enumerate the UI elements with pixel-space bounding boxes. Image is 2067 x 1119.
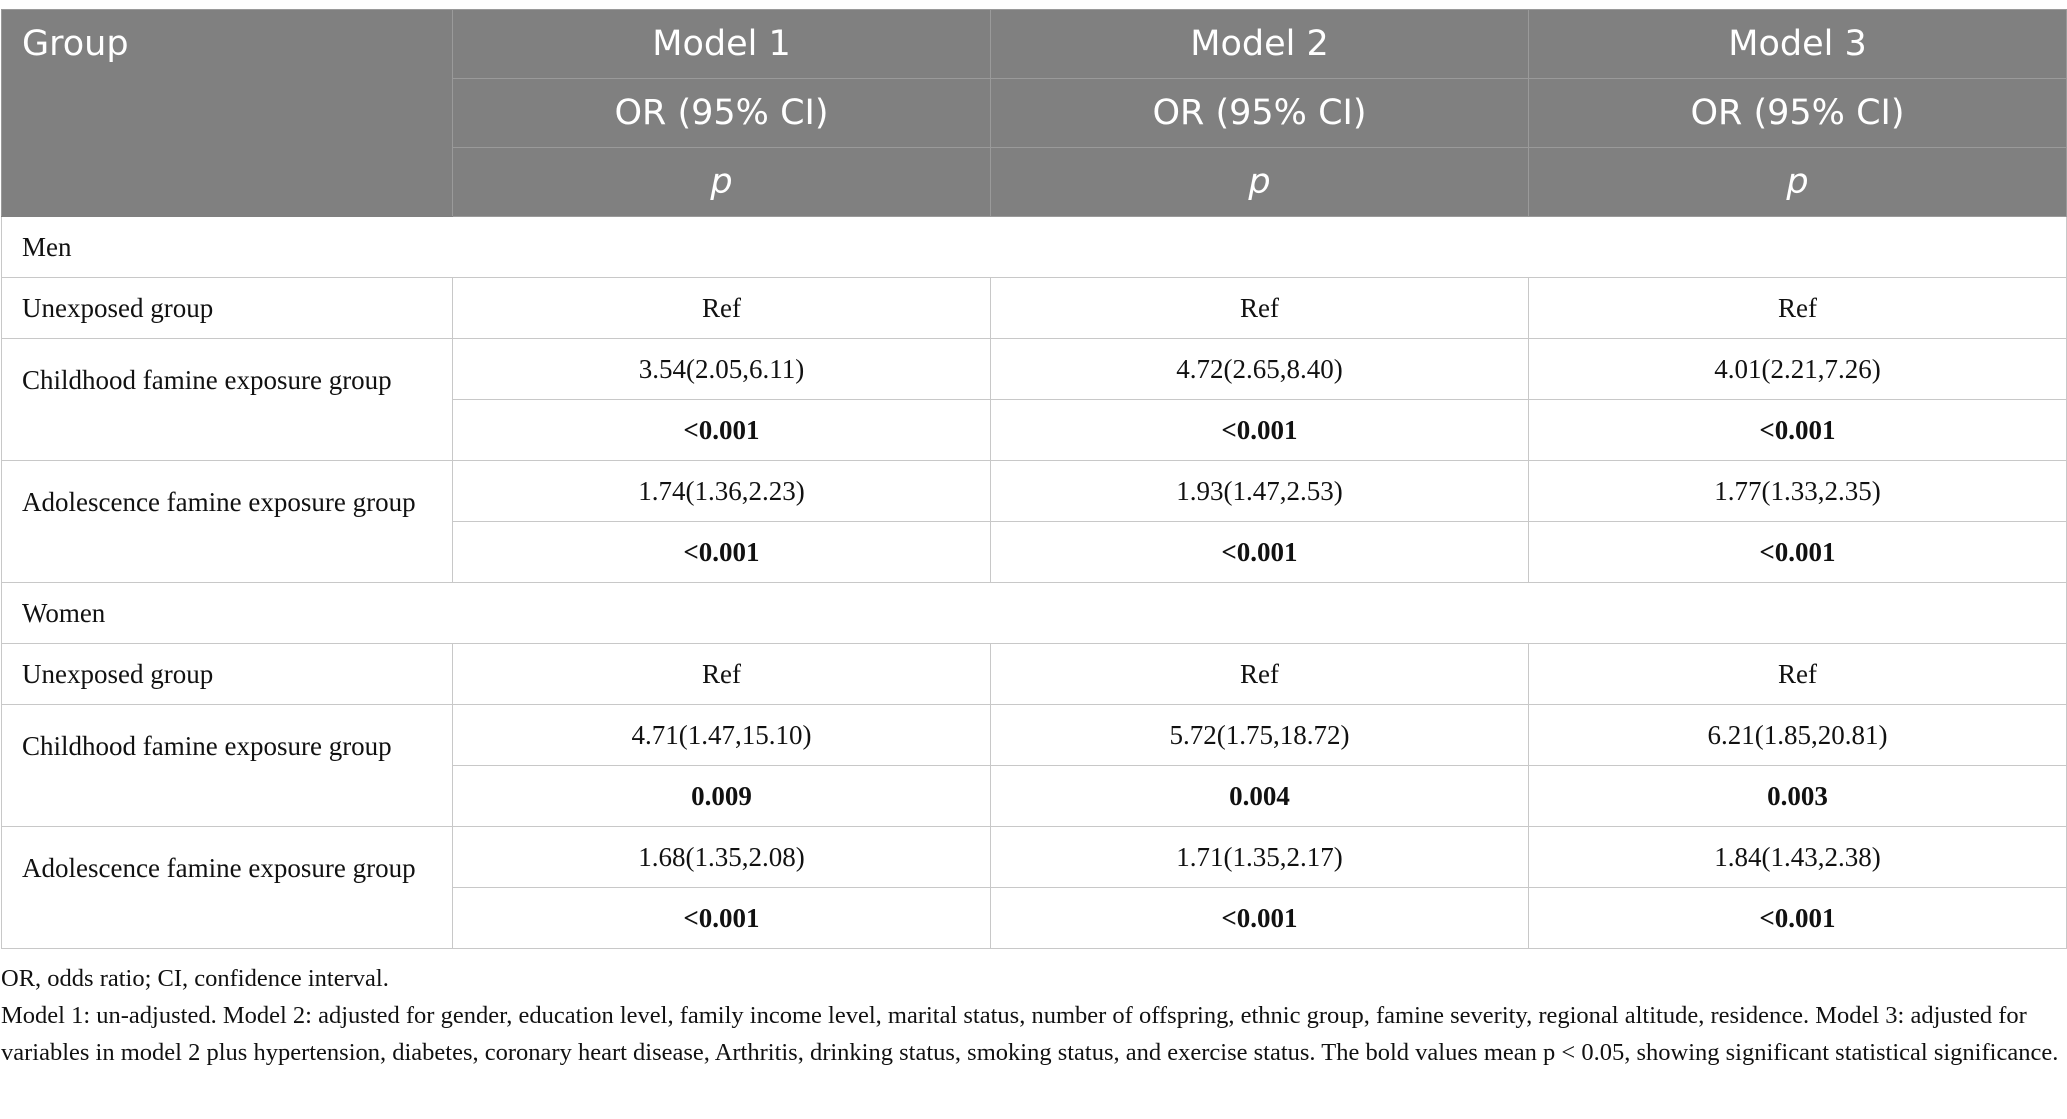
ref-cell: Ref (991, 278, 1529, 339)
odds-ratio-table (1, 9, 2067, 949)
section-row-women (2, 583, 2067, 644)
or-cell: 4.71(1.47,15.10) (453, 705, 991, 766)
p-value-cell: <0.001 (991, 522, 1529, 583)
p-value-cell: <0.001 (1529, 522, 2067, 583)
or-cell: 1.84(1.43,2.38) (1529, 827, 2067, 888)
row-label: Adolescence famine exposure group (2, 827, 453, 949)
model-1-or-header: OR (95% CI) (453, 79, 991, 148)
row-label: Childhood famine exposure group (2, 339, 453, 461)
model-2-header: Model 2 (991, 10, 1529, 79)
abbreviation-note: OR, odds ratio; CI, confidence interval. (1, 965, 389, 992)
p-value-cell: 0.004 (991, 766, 1529, 827)
p-value-cell: <0.001 (1529, 888, 2067, 949)
section-row-men (2, 217, 2067, 278)
model-1-header: Model 1 (453, 10, 991, 79)
or-cell: 4.72(2.65,8.40) (991, 339, 1529, 400)
ref-cell: Ref (1529, 278, 2067, 339)
or-cell: 1.74(1.36,2.23) (453, 461, 991, 522)
row-label: Unexposed group (2, 644, 453, 705)
p-value-cell: <0.001 (453, 522, 991, 583)
group-column-header: Group (2, 10, 453, 217)
model-3-p-header: p (1529, 148, 2067, 217)
row-label: Unexposed group (2, 278, 453, 339)
header-row-models (2, 10, 2067, 79)
p-value-cell: <0.001 (1529, 400, 2067, 461)
table-row (2, 461, 2067, 522)
or-cell: 1.68(1.35,2.08) (453, 827, 991, 888)
table-header (2, 10, 2067, 217)
row-label: Childhood famine exposure group (2, 705, 453, 827)
table-footnotes (1, 960, 2061, 1071)
model-note: Model 1: un-adjusted. Model 2: adjusted for gender, education level, family income level, marital status, number of offspring, ethnic group, famine severity, regional altitude, residence. Model 3: adjusted for variables in model 2 plus hypertension, diabetes, coronary heart disease, Arthritis, drinking status, smoking status, and exercise status. The bold values mean p < 0.05, showing significant statistical significance. (1, 1002, 2059, 1066)
p-value-cell: <0.001 (453, 888, 991, 949)
model-3-header: Model 3 (1529, 10, 2067, 79)
section-label-men: Men (2, 217, 2067, 278)
model-3-or-header: OR (95% CI) (1529, 79, 2067, 148)
or-cell: 6.21(1.85,20.81) (1529, 705, 2067, 766)
ref-cell: Ref (991, 644, 1529, 705)
or-cell: 4.01(2.21,7.26) (1529, 339, 2067, 400)
table-row (2, 705, 2067, 766)
model-2-p-header: p (991, 148, 1529, 217)
p-value-cell: <0.001 (453, 400, 991, 461)
or-cell: 3.54(2.05,6.11) (453, 339, 991, 400)
or-cell: 1.71(1.35,2.17) (991, 827, 1529, 888)
ref-cell: Ref (1529, 644, 2067, 705)
p-value-cell: 0.009 (453, 766, 991, 827)
table-row (2, 827, 2067, 888)
table-row (2, 339, 2067, 400)
or-cell: 5.72(1.75,18.72) (991, 705, 1529, 766)
p-value-cell: 0.003 (1529, 766, 2067, 827)
or-cell: 1.77(1.33,2.35) (1529, 461, 2067, 522)
or-cell: 1.93(1.47,2.53) (991, 461, 1529, 522)
section-label-women: Women (2, 583, 2067, 644)
table-body (2, 217, 2067, 949)
ref-cell: Ref (453, 644, 991, 705)
model-1-p-header: p (453, 148, 991, 217)
table-row (2, 644, 2067, 705)
table-row (2, 278, 2067, 339)
model-2-or-header: OR (95% CI) (991, 79, 1529, 148)
ref-cell: Ref (453, 278, 991, 339)
p-value-cell: <0.001 (991, 400, 1529, 461)
p-value-cell: <0.001 (991, 888, 1529, 949)
row-label: Adolescence famine exposure group (2, 461, 453, 583)
